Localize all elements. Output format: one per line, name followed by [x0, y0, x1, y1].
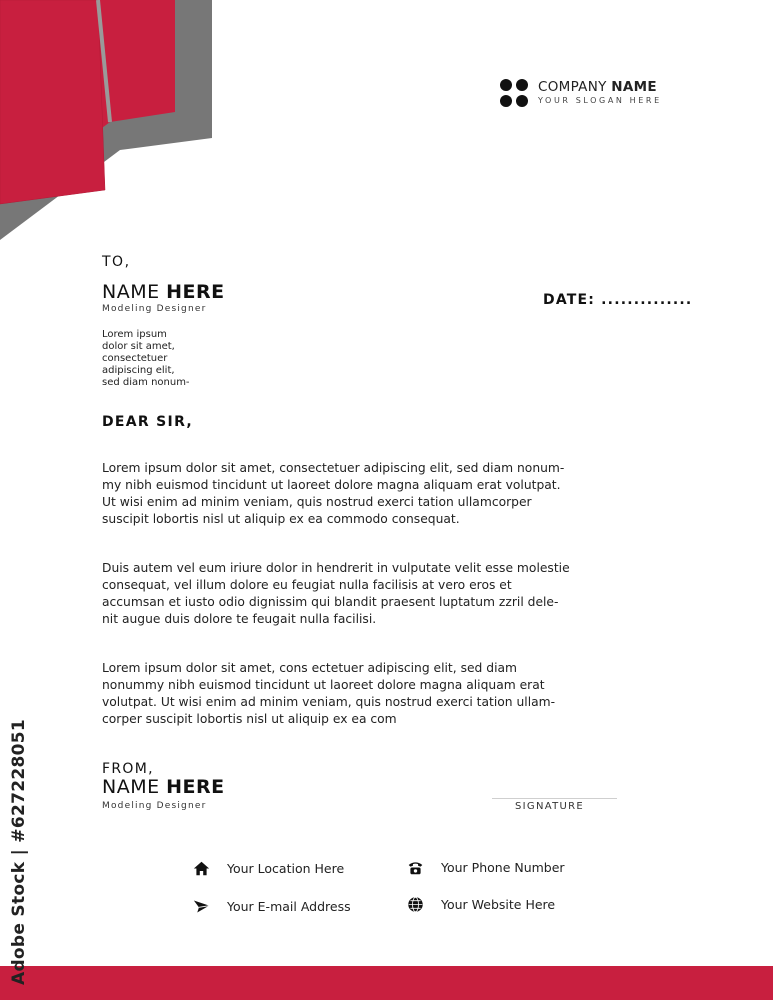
company-logo — [499, 78, 662, 108]
body-paragraph-3: Lorem ipsum dolor sit amet, cons ectetuer adipiscing elit, sed diam nonummy nibh euismod tincidunt ut laoreet dolore magna aliquam erat volutpat. Ut wisi enim ad minim veniam, quis nostrud exerci tation ullam- corper suscipit lobortis nisl ut aliquip ex ea com — [102, 661, 556, 726]
signature-label: SIGNATURE — [515, 801, 584, 812]
recipient-role: Modeling Designer — [102, 304, 207, 314]
recipient-name: NAME HERE — [102, 281, 225, 303]
address-line: Lorem ipsum — [102, 329, 167, 340]
address-line: consectetuer — [102, 353, 168, 364]
home-icon — [193, 860, 210, 877]
company-name: COMPANY NAME — [538, 78, 657, 95]
sender-role: Modeling Designer — [102, 801, 207, 811]
body-paragraph-1: Lorem ipsum dolor sit amet, consectetuer adipiscing elit, sed diam nonum- my nibh euismod tincidunt ut laoreet dolore magna aliquam erat volutpat. Ut wisi enim ad minim veniam, quis nostrud exerci tation ullamcorper suscipit lobortis nisl ut aliquip ex ea commodo consequat. — [102, 461, 565, 526]
company-slogan: YOUR SLOGAN HERE — [538, 96, 662, 106]
send-icon — [193, 898, 210, 915]
address-line: dolor sit amet, — [102, 341, 175, 352]
phone-text: Your Phone Number — [441, 860, 565, 875]
footer-bar — [0, 966, 773, 1000]
address-line: adipiscing elit, — [102, 365, 175, 376]
contact-website — [407, 896, 555, 913]
recipient-address — [102, 329, 190, 389]
email-text: Your E-mail Address — [227, 899, 351, 914]
stock-id-label: Adobe Stock | #627228051 — [9, 718, 29, 985]
phone-icon — [407, 859, 424, 876]
globe-icon — [407, 896, 424, 913]
contact-phone — [407, 859, 565, 876]
from-label: FROM, — [102, 761, 154, 777]
company-logo-icon — [499, 78, 529, 108]
location-text: Your Location Here — [227, 861, 345, 876]
red-rectangle-lower-shape — [0, 0, 105, 204]
body-paragraph-2: Duis autem vel eum iriure dolor in hendrerit in vulputate velit esse molestie consequat, vel illum dolore eu feugiat nulla facilisis at vero eros et accumsan et iusto odio dignissim qui blandit praesent luptatum zzril dele- nit augue duis dolore te feugait nulla facilisi. — [102, 561, 570, 626]
decorative-corner-shapes — [0, 0, 230, 250]
contact-email — [193, 898, 351, 915]
signature-line — [492, 798, 617, 799]
date-label: DATE: .............. — [543, 292, 693, 308]
sender-name: NAME HERE — [102, 776, 225, 798]
address-line: sed diam nonum- — [102, 377, 190, 388]
contact-location — [193, 860, 344, 877]
to-label: TO, — [102, 254, 131, 270]
website-text: Your Website Here — [441, 897, 556, 912]
salutation: DEAR SIR, — [102, 414, 194, 430]
